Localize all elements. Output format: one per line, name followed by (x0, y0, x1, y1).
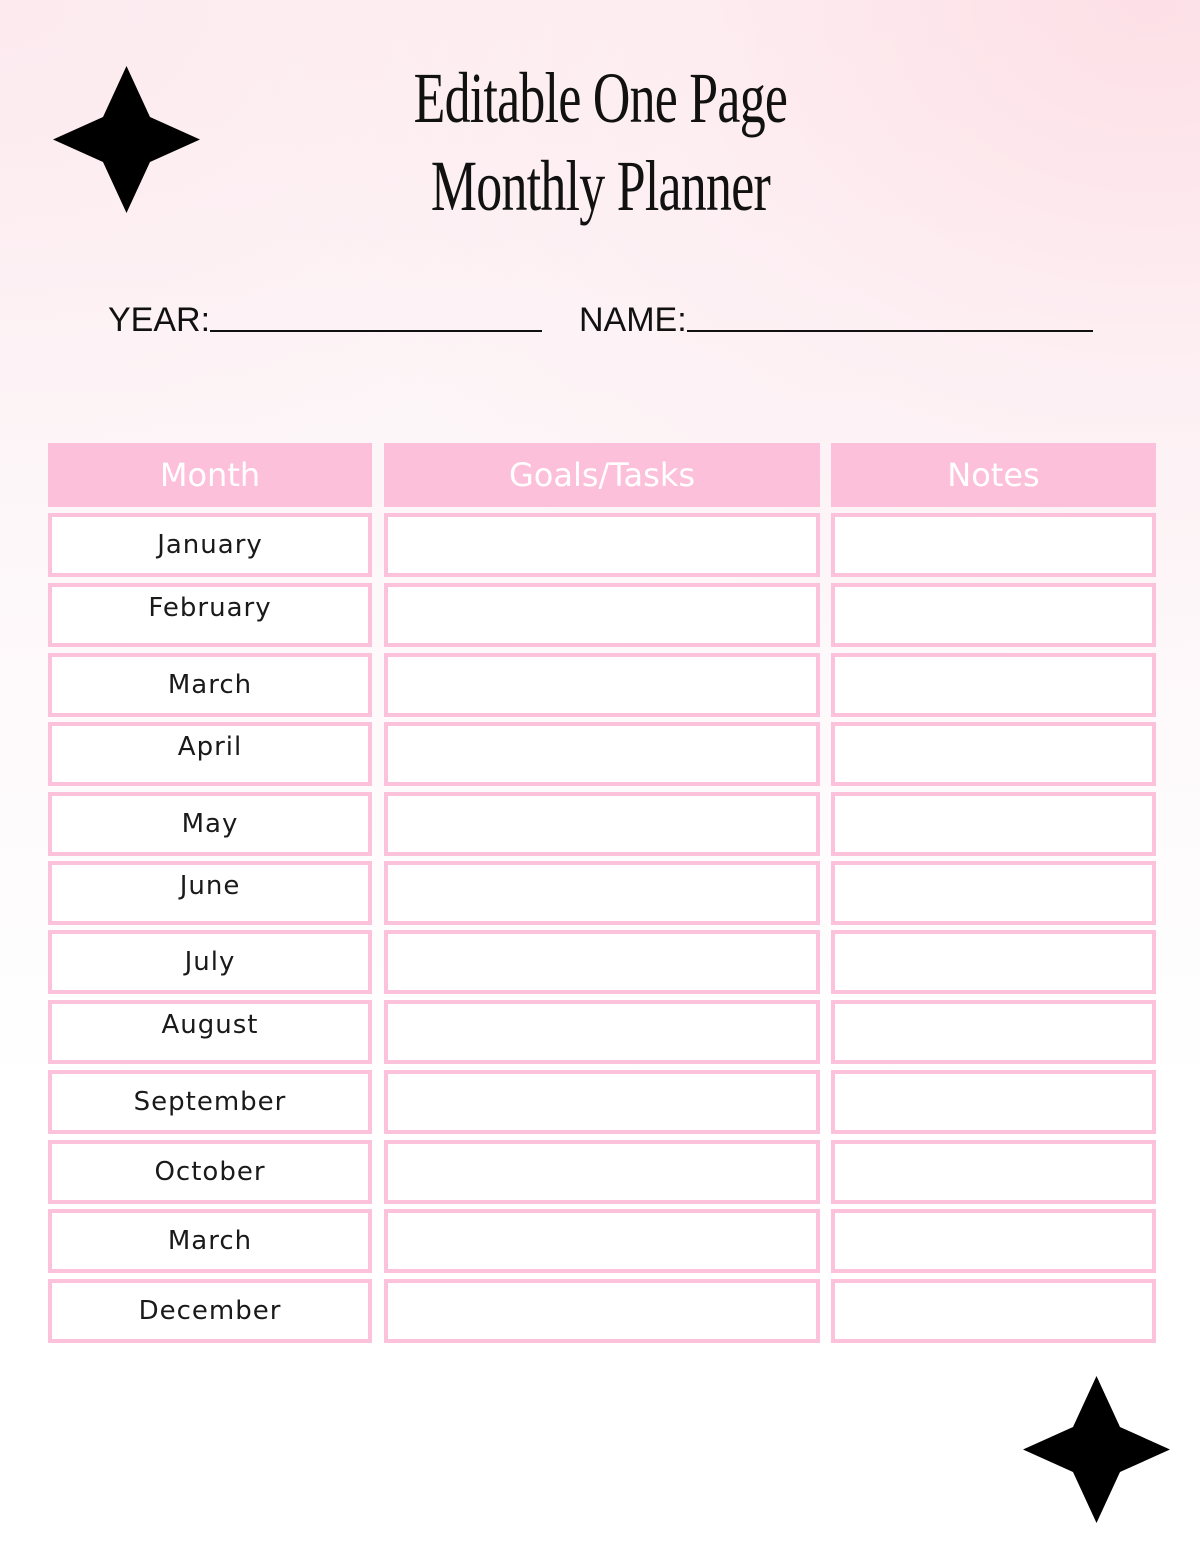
notes-cell[interactable] (831, 930, 1156, 994)
header-goals-tasks: Goals/Tasks (384, 443, 820, 507)
four-point-star-icon (1023, 1376, 1170, 1523)
goals-cell[interactable] (384, 1070, 820, 1134)
month-cell: March (48, 1209, 372, 1273)
year-field (108, 296, 542, 340)
goals-cell[interactable] (384, 861, 820, 925)
notes-cell[interactable] (831, 792, 1156, 856)
notes-cell[interactable] (831, 1279, 1156, 1343)
goals-cell[interactable] (384, 653, 820, 717)
page-title-line-2 (0, 146, 1200, 226)
month-cell: September (48, 1070, 372, 1134)
goals-cell[interactable] (384, 1000, 820, 1064)
month-cell: July (48, 930, 372, 994)
header-month: Month (48, 443, 372, 507)
name-field (579, 296, 1093, 340)
goals-cell[interactable] (384, 513, 820, 577)
goals-cell[interactable] (384, 722, 820, 786)
month-cell: December (48, 1279, 372, 1343)
page-title-text: Editable One Page (413, 58, 787, 138)
month-cell: April (48, 722, 372, 786)
year-label: YEAR: (108, 301, 211, 339)
goals-cell[interactable] (384, 930, 820, 994)
notes-cell[interactable] (831, 1140, 1156, 1204)
notes-cell[interactable] (831, 722, 1156, 786)
notes-cell[interactable] (831, 1000, 1156, 1064)
notes-cell[interactable] (831, 1209, 1156, 1273)
month-cell: March (48, 653, 372, 717)
notes-cell[interactable] (831, 513, 1156, 577)
notes-cell[interactable] (831, 861, 1156, 925)
notes-cell[interactable] (831, 1070, 1156, 1134)
page-title-line-1 (0, 58, 1200, 138)
header-notes: Notes (831, 443, 1156, 507)
month-cell: October (48, 1140, 372, 1204)
month-cell: May (48, 792, 372, 856)
goals-cell[interactable] (384, 792, 820, 856)
goals-cell[interactable] (384, 1279, 820, 1343)
goals-cell[interactable] (384, 1209, 820, 1273)
goals-cell[interactable] (384, 583, 820, 647)
goals-cell[interactable] (384, 1140, 820, 1204)
name-input-line[interactable] (687, 330, 1093, 332)
month-cell: February (48, 583, 372, 647)
month-cell: August (48, 1000, 372, 1064)
page-subtitle-text: Monthly Planner (430, 146, 770, 226)
name-label: NAME: (579, 301, 687, 339)
year-input-line[interactable] (210, 330, 542, 332)
month-cell: January (48, 513, 372, 577)
notes-cell[interactable] (831, 583, 1156, 647)
month-cell: June (48, 861, 372, 925)
notes-cell[interactable] (831, 653, 1156, 717)
